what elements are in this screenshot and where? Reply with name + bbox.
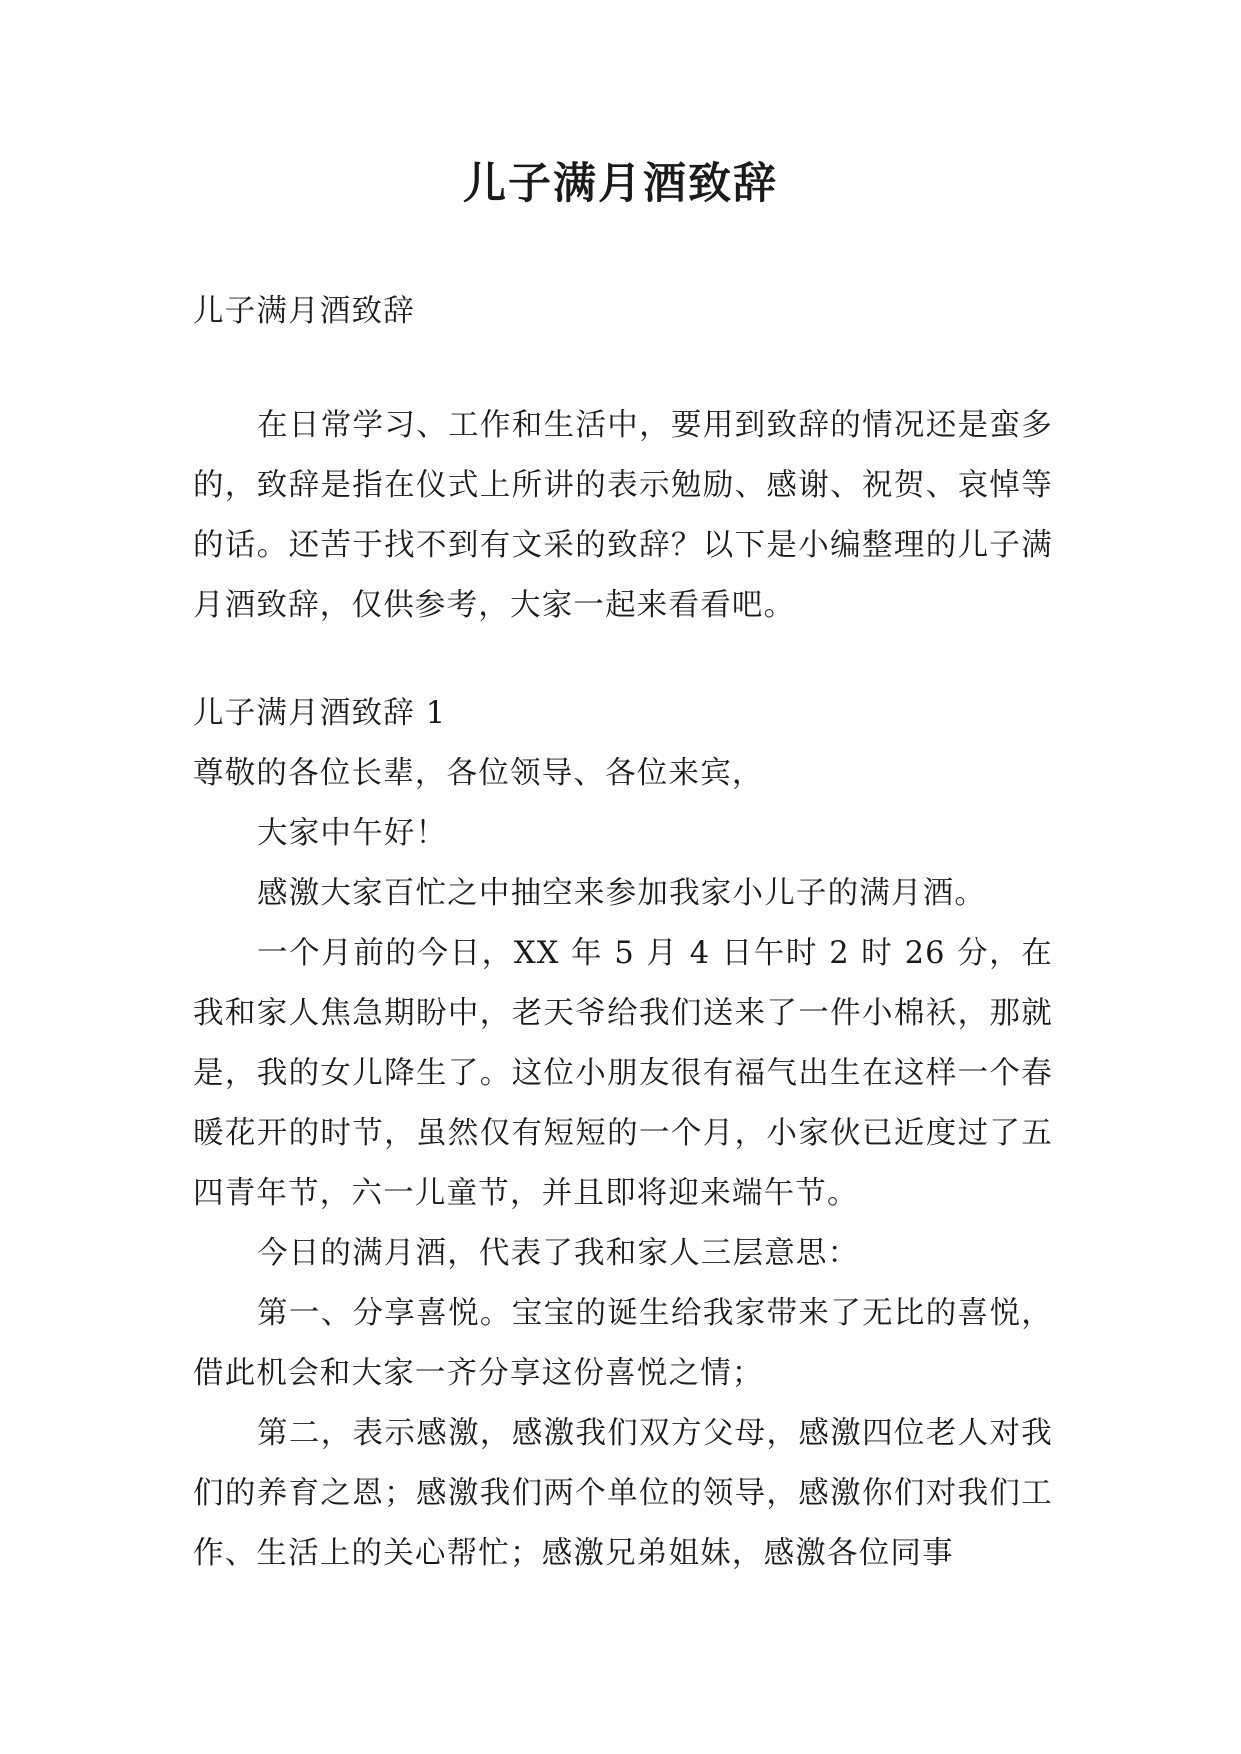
document-subtitle: 儿子满月酒致辞 xyxy=(193,294,415,329)
body-paragraph: 第二，表示感激，感激我们双方父母，感激四位老人对我们的养育之恩；感激我们两个单位的领导，感激你们对我们工作、生活上的关心帮忙；感激兄弟姐妹，感激各位同事 xyxy=(193,1416,1053,1571)
body-paragraph: 第一、分享喜悦。宝宝的诞生给我家带来了无比的喜悦，借此机会和大家一齐分享这份喜悦之情； xyxy=(193,1296,1053,1391)
body-paragraph: 感激大家百忙之中抽空来参加我家小儿子的满月酒。 xyxy=(257,876,987,911)
section-heading: 儿子满月酒致辞 1 xyxy=(193,696,447,731)
document-title: 儿子满月酒致辞 xyxy=(463,159,778,209)
salutation-line: 尊敬的各位长辈，各位领导、各位来宾， xyxy=(193,756,764,791)
intro-paragraph: 在日常学习、工作和生活中，要用到致辞的情况还是蛮多的，致辞是指在仪式上所讲的表示勉励、感谢、祝贺、哀悼等的话。还苦于找不到有文采的致辞？以下是小编整理的儿子满月酒致辞，仅供参考，大家一起来看看吧。 xyxy=(193,408,1053,623)
body-paragraph: 今日的满月酒，代表了我和家人三层意思： xyxy=(257,1236,860,1271)
greeting-line: 大家中午好！ xyxy=(257,816,448,851)
body-paragraph: 一个月前的今日，XX 年 5 月 4 日午时 2 时 26 分，在我和家人焦急期盼中，老天爷给我们送来了一件小棉袄，那就是，我的女儿降生了。这位小朋友很有福气出生在这样一个春暖花开的时节，虽然仅有短短的一个月，小家伙已近度过了五四青年节，六一儿童节，并且即将迎来端午节。 xyxy=(193,936,1053,1211)
document-body xyxy=(193,288,1053,1584)
